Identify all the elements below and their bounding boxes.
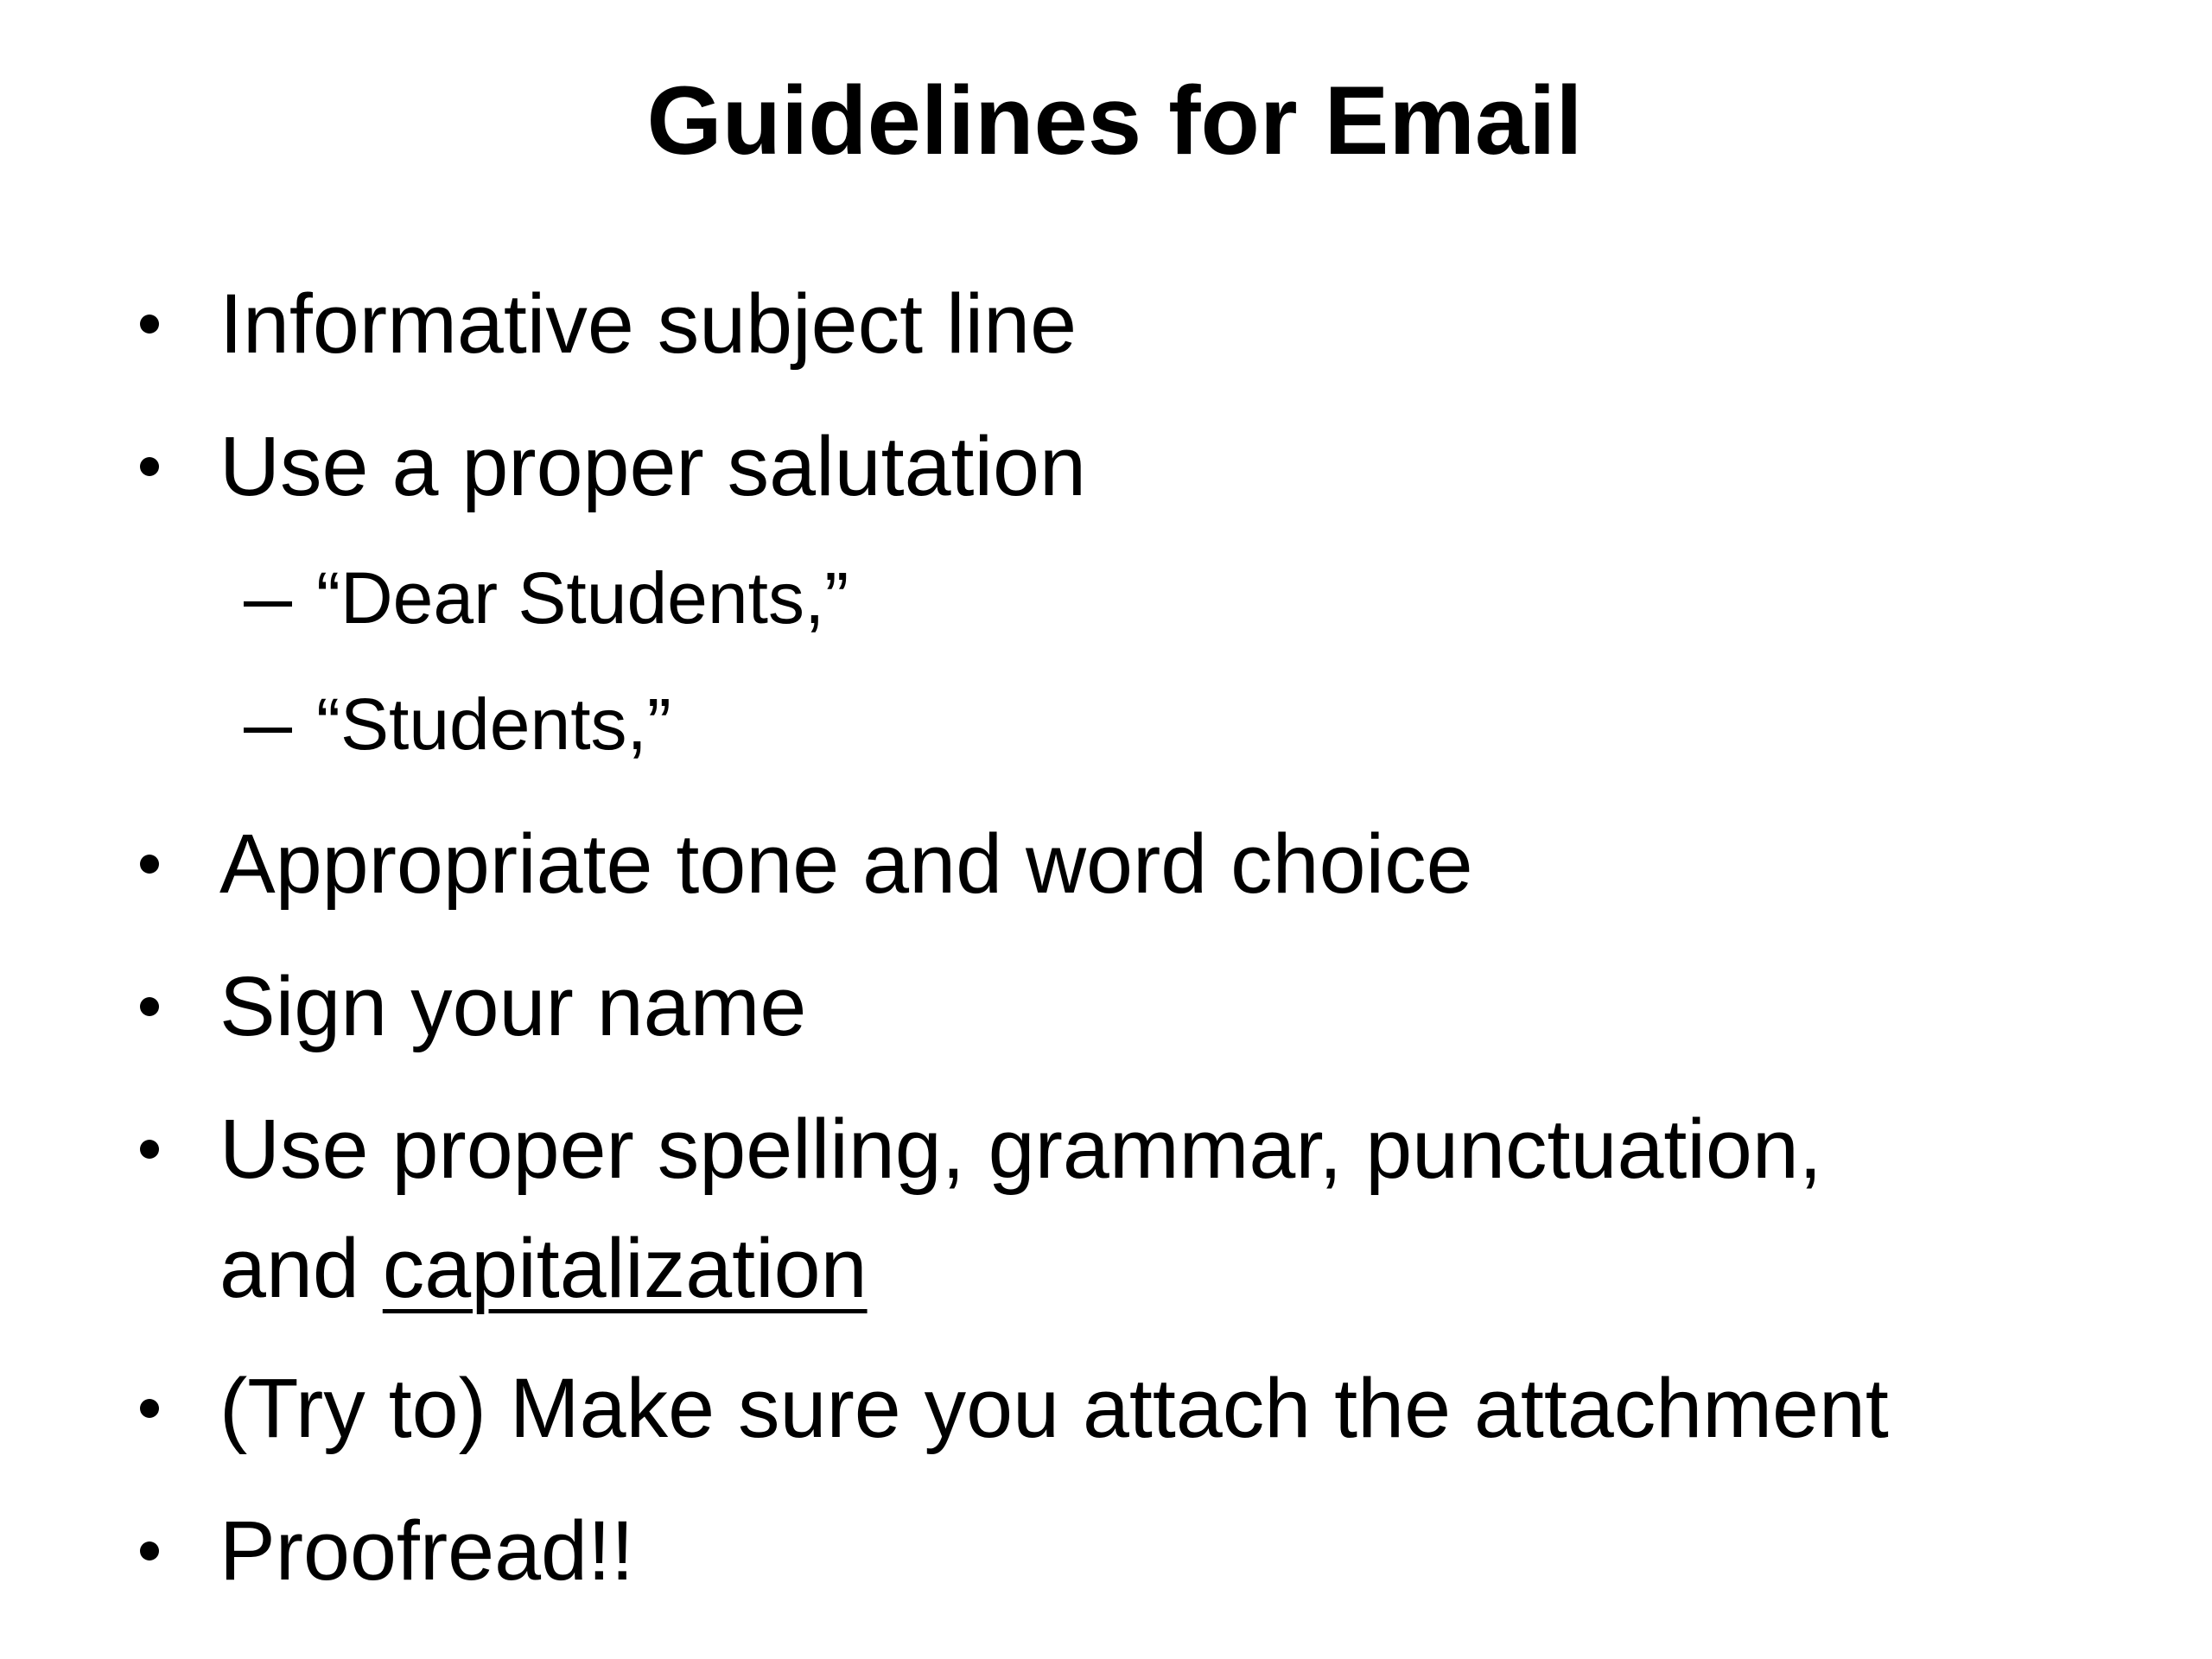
underlined-word: capitalization [382,1221,868,1315]
bullet-text: Informative subject line [219,276,1077,371]
bullet-text: Use proper spelling, grammar, punctuation, [219,1102,1822,1196]
dash-icon [240,672,301,776]
sub-bullet-text: “Dear Students,” [316,557,849,639]
continuation-plain: and [219,1221,383,1315]
bullet-dot-icon [130,1348,181,1469]
bullet-dot-icon [130,804,181,925]
bullet-dot-icon [130,1089,181,1210]
bullet-text: Appropriate tone and word choice [219,817,1473,911]
bullet-text: Sign your name [219,959,807,1053]
bullet-dot-icon [130,406,181,527]
sub-bullet-text: “Students,” [316,683,671,765]
bullet-text: Proofread!! [219,1503,634,1598]
bullet-continuation-text [219,1208,868,1329]
bullet-dot-icon [130,1491,181,1611]
bullet-dot-icon [130,946,181,1067]
bullet-text: (Try to) Make sure you attach the attachment [219,1361,1889,1455]
slide-title: Guidelines for Email [646,67,1583,175]
dash-icon [240,546,301,650]
bullet-dot-icon [130,264,181,385]
bullet-text: Use a proper salutation [219,419,1086,513]
